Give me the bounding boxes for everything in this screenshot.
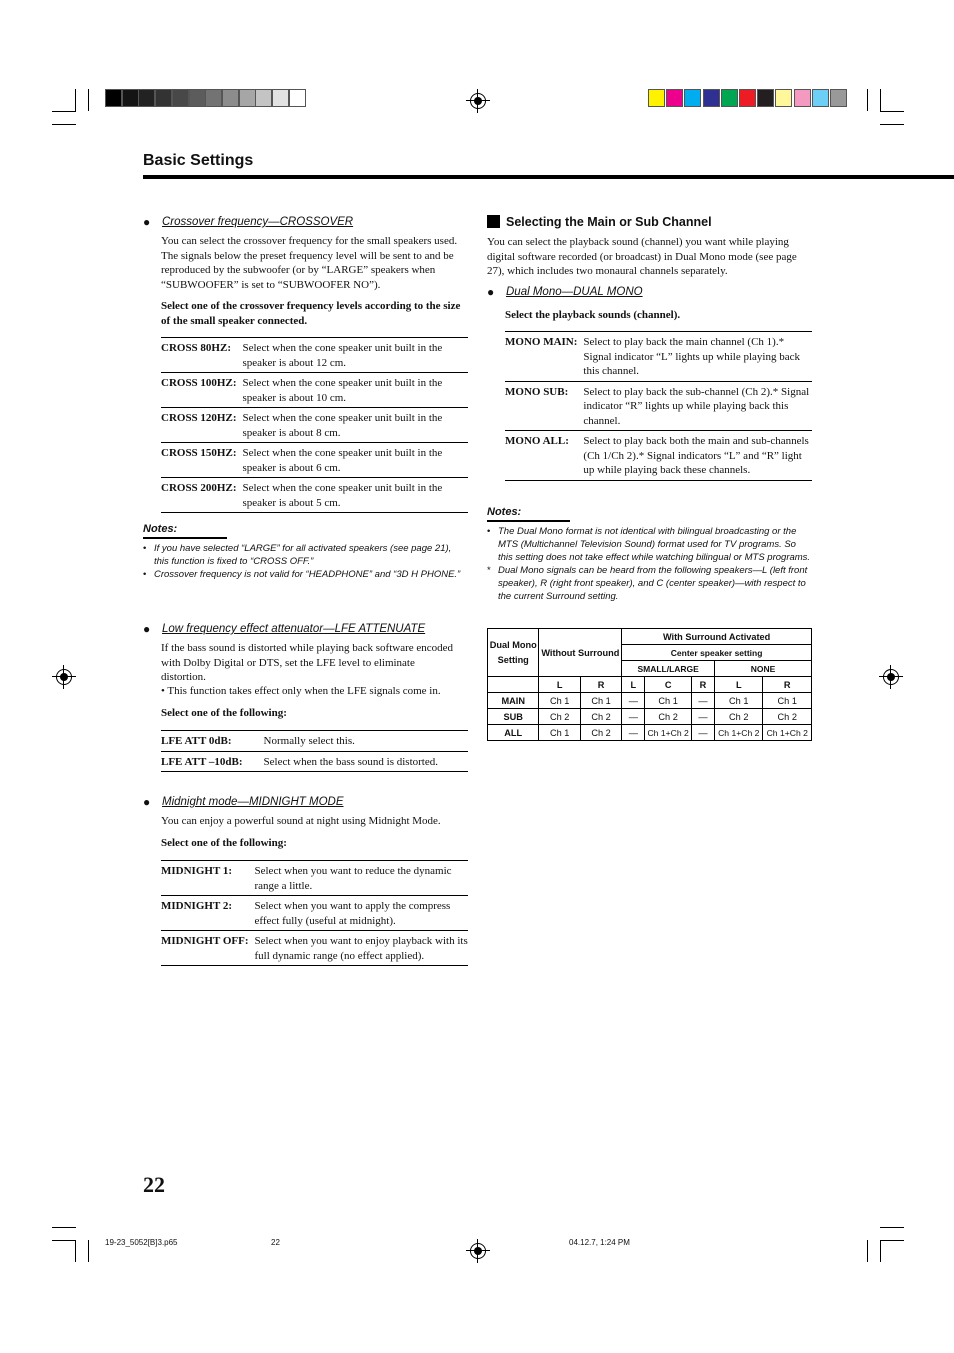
lfe-option-key: LFE ATT 0dB: bbox=[161, 735, 232, 747]
notes-right-rule bbox=[487, 520, 570, 522]
table-cell: — bbox=[691, 693, 714, 709]
notes-left-title: Notes: bbox=[143, 523, 178, 535]
mono-option-key: MONO SUB: bbox=[505, 385, 569, 398]
calibration-swatch bbox=[138, 89, 155, 107]
midnight-option-row bbox=[161, 861, 468, 896]
registration-mark-bottom bbox=[470, 1243, 486, 1259]
table-header-small-large: SMALL/LARGE bbox=[622, 661, 715, 677]
table-cell: Ch 2 bbox=[580, 725, 621, 741]
registration-mark-top bbox=[470, 93, 486, 109]
mono-option-row bbox=[505, 381, 812, 431]
table-cell: Ch 2 bbox=[539, 709, 580, 725]
crossover-option-desc: Select when the cone speaker unit built in the speaker is about 6 cm. bbox=[242, 447, 443, 474]
note-text: Dual Mono signals can be heard from the following speakers—L (left front speaker), R (right front speaker), and C (center speaker)—with respect to the current Surround setting. bbox=[498, 565, 808, 602]
table-row-label: ALL bbox=[488, 725, 539, 741]
table-header-none: NONE bbox=[715, 661, 812, 677]
crossover-instruction: Select one of the crossover frequency levels according to the size of the small speaker connected. bbox=[161, 300, 461, 327]
calibration-swatch bbox=[757, 89, 774, 107]
crossover-option-key: CROSS 200HZ: bbox=[161, 482, 237, 494]
section-title: Basic Settings bbox=[143, 152, 254, 169]
crossover-heading-label: Crossover frequency bbox=[162, 216, 269, 228]
table-col-header: R bbox=[763, 677, 812, 693]
notes-right-list bbox=[487, 525, 812, 603]
crossover-option-key: CROSS 120HZ: bbox=[161, 412, 237, 424]
table-col-header: L bbox=[539, 677, 580, 693]
crossover-option-row bbox=[161, 443, 468, 478]
table-col-header: L bbox=[622, 677, 645, 693]
calibration-swatch bbox=[172, 89, 189, 107]
crossover-option-key: CROSS 100HZ: bbox=[161, 377, 237, 389]
crossover-options bbox=[161, 337, 468, 513]
table-cell: Ch 2 bbox=[763, 709, 812, 725]
dual-mono-heading bbox=[487, 285, 643, 299]
lfe-option-row bbox=[161, 751, 468, 772]
calibration-swatch bbox=[289, 89, 306, 107]
crossover-intro: You can select the crossover frequency for the small speakers used. The signals below the preset frequency level will be sent to and be reproduced by the subwoofer (or by “LARGE” speakers when “SUBWOOFER” is set to “SUBWOOFER NO”). bbox=[161, 235, 458, 291]
calibration-swatch bbox=[794, 89, 811, 107]
table-cell: Ch 1 bbox=[580, 693, 621, 709]
calibration-swatch bbox=[122, 89, 139, 107]
midnight-heading-code: —MIDNIGHT MODE bbox=[237, 796, 344, 808]
dual-mono-instruction: Select the playback sounds (channel). bbox=[505, 309, 681, 321]
dual-mono-label: Dual Mono bbox=[506, 286, 562, 298]
calibration-swatch bbox=[205, 89, 222, 107]
table-header-center-speaker: Center speaker setting bbox=[622, 645, 812, 661]
table-cell: — bbox=[622, 693, 645, 709]
calibration-swatch bbox=[255, 89, 272, 107]
table-cell: Ch 1 bbox=[539, 725, 580, 741]
calibration-swatch bbox=[721, 89, 738, 107]
bullet-icon: ● bbox=[143, 215, 151, 229]
bullet-icon: ● bbox=[143, 795, 151, 809]
lfe-option-desc: Normally select this. bbox=[263, 735, 355, 747]
table-cell: — bbox=[622, 725, 645, 741]
bullet-icon: ● bbox=[487, 285, 495, 299]
table-row bbox=[488, 725, 812, 741]
table-row bbox=[488, 709, 812, 725]
calibration-swatch bbox=[812, 89, 829, 107]
lfe-options bbox=[161, 730, 468, 772]
calibration-swatch bbox=[666, 89, 683, 107]
note-text: The Dual Mono format is not identical with bilingual broadcasting or the MTS (Multichannel Television Sound) format used for TV programs. So this setting does not take effect while watching bilingual or MTS programs. bbox=[498, 526, 811, 563]
crossover-option-row bbox=[161, 373, 468, 408]
calibration-swatch bbox=[222, 89, 239, 107]
main-sub-heading-text: Selecting the Main or Sub Channel bbox=[506, 215, 712, 229]
footer-page: 22 bbox=[271, 1238, 280, 1247]
footer-file: 19-23_5052[B]3.p65 bbox=[105, 1238, 178, 1247]
note-right-2 bbox=[487, 564, 812, 603]
midnight-options bbox=[161, 860, 468, 966]
calibration-swatch bbox=[155, 89, 172, 107]
note-left-1: If you have selected “LARGE” for all activated speakers (see page 21), this function is fixed to “CROSS OFF.” bbox=[154, 543, 452, 567]
lfe-bullet: • This function takes effect only when the LFE signals come in. bbox=[161, 685, 441, 697]
crossover-option-key: CROSS 80HZ: bbox=[161, 342, 231, 354]
table-cell: Ch 2 bbox=[580, 709, 621, 725]
calibration-swatch bbox=[272, 89, 289, 107]
calibration-swatch bbox=[684, 89, 701, 107]
midnight-instruction: Select one of the following: bbox=[161, 837, 287, 849]
midnight-option-row bbox=[161, 896, 468, 931]
table-cell: Ch 1+Ch 2 bbox=[645, 725, 691, 741]
midnight-option-key: MIDNIGHT OFF: bbox=[161, 935, 249, 947]
table-row-label: SUB bbox=[488, 709, 539, 725]
table-cell: Ch 1 bbox=[645, 693, 691, 709]
table-header-with-surround: With Surround Activated bbox=[622, 629, 812, 645]
table-cell: Ch 1 bbox=[763, 693, 812, 709]
calibration-swatch bbox=[775, 89, 792, 107]
calibration-swatch bbox=[648, 89, 665, 107]
midnight-heading-label: Midnight mode bbox=[162, 796, 238, 808]
table-corner bbox=[488, 677, 539, 693]
midnight-option-key: MIDNIGHT 1: bbox=[161, 865, 232, 877]
table-cell: Ch 1+Ch 2 bbox=[715, 725, 763, 741]
calibration-swatch bbox=[239, 89, 256, 107]
table-header-dual-mono: Dual Mono Setting bbox=[488, 629, 539, 677]
crossover-option-desc: Select when the cone speaker unit built in the speaker is about 5 cm. bbox=[242, 482, 443, 509]
lfe-option-key: LFE ATT –10dB: bbox=[161, 755, 243, 768]
midnight-option-desc: Select when you want to apply the compress effect fully (useful at midnight). bbox=[254, 900, 451, 927]
midnight-option-desc: Select when you want to reduce the dynamic range a little. bbox=[254, 865, 452, 892]
note-right-1 bbox=[487, 525, 812, 564]
page-number: 22 bbox=[143, 1172, 165, 1197]
midnight-heading bbox=[143, 795, 344, 809]
crossover-option-key: CROSS 150HZ: bbox=[161, 447, 237, 459]
dual-mono-code: —DUAL MONO bbox=[561, 286, 643, 298]
calibration-swatch bbox=[105, 89, 122, 107]
main-sub-intro: You can select the playback sound (channel) you want while playing digital software recorded (or broadcast) in Dual Mono mode (see page 27), which includes two monaural channels separately. bbox=[487, 236, 797, 277]
dual-mono-options bbox=[505, 331, 812, 481]
main-sub-heading bbox=[487, 215, 712, 229]
bullet-icon: ● bbox=[143, 622, 151, 636]
mono-option-desc: Select to play back both the main and sub-channels (Ch 1/Ch 2).* Signal indicators “L” and “R” light up while playing back these channels. bbox=[583, 435, 809, 476]
mono-option-key: MONO MAIN: bbox=[505, 336, 578, 348]
mono-option-row bbox=[505, 431, 812, 481]
midnight-intro: You can enjoy a powerful sound at night using Midnight Mode. bbox=[161, 815, 441, 827]
table-cell: — bbox=[622, 709, 645, 725]
crossover-heading bbox=[143, 215, 354, 229]
table-cell: Ch 1 bbox=[715, 693, 763, 709]
lfe-option-row bbox=[161, 731, 468, 752]
section-square-icon bbox=[487, 215, 500, 228]
mono-option-desc: Select to play back the main channel (Ch 1).* Signal indicator “L” lights up while playing back this channel. bbox=[583, 336, 800, 377]
mono-option-row bbox=[505, 332, 812, 382]
crossover-option-row bbox=[161, 408, 468, 443]
crossover-option-desc: Select when the cone speaker unit built in the speaker is about 10 cm. bbox=[242, 377, 443, 404]
section-rule bbox=[143, 175, 954, 179]
footer-date: 04.12.7, 1:24 PM bbox=[569, 1238, 630, 1247]
table-cell: Ch 2 bbox=[715, 709, 763, 725]
lfe-heading bbox=[143, 622, 426, 636]
table-col-header: C bbox=[645, 677, 691, 693]
table-col-header: R bbox=[580, 677, 621, 693]
table-row-label: MAIN bbox=[488, 693, 539, 709]
table-cell: — bbox=[691, 725, 714, 741]
calibration-swatch bbox=[739, 89, 756, 107]
notes-left-rule bbox=[143, 537, 227, 539]
notes-left-list: • If you have selected “LARGE” for all activated speakers (see page 21), this function is fixed to “CROSS OFF.” • Crossover frequency is not valid for “HEADPHONE” and “3D H PHONE.” bbox=[143, 543, 461, 580]
crossover-option-row bbox=[161, 478, 468, 513]
calibration-swatch bbox=[703, 89, 720, 107]
crossover-option-desc: Select when the cone speaker unit built in the speaker is about 8 cm. bbox=[242, 412, 443, 439]
table-cell: Ch 2 bbox=[645, 709, 691, 725]
lfe-heading-label: Low frequency effect attenuator bbox=[162, 623, 324, 635]
note-left-2: Crossover frequency is not valid for “HEADPHONE” and “3D H PHONE.” bbox=[154, 569, 461, 580]
registration-mark-left bbox=[56, 669, 72, 685]
table-row bbox=[488, 693, 812, 709]
dual-mono-table bbox=[487, 628, 812, 741]
lfe-intro: If the bass sound is distorted while playing back software encoded with Dolby Digital or DTS, set the LFE level to eliminate distortion. bbox=[161, 642, 454, 683]
table-cell: — bbox=[691, 709, 714, 725]
crossover-option-row bbox=[161, 338, 468, 373]
midnight-option-desc: Select when you want to enjoy playback with its full dynamic range (no effect applied). bbox=[254, 935, 468, 962]
table-cell: Ch 1 bbox=[539, 693, 580, 709]
lfe-instruction: Select one of the following: bbox=[161, 707, 287, 719]
crossover-heading-code: —CROSSOVER bbox=[268, 216, 354, 228]
crossover-option-desc: Select when the cone speaker unit built in the speaker is about 12 cm. bbox=[242, 342, 443, 369]
note-marker: • bbox=[487, 526, 491, 537]
mono-option-key: MONO ALL: bbox=[505, 435, 569, 447]
calibration-swatch bbox=[830, 89, 847, 107]
table-col-header: R bbox=[691, 677, 714, 693]
table-cell: Ch 1+Ch 2 bbox=[763, 725, 812, 741]
registration-mark-right bbox=[883, 669, 899, 685]
note-marker: * bbox=[487, 565, 491, 576]
notes-right-title: Notes: bbox=[487, 506, 522, 518]
calibration-swatch bbox=[189, 89, 206, 107]
lfe-option-desc: Select when the bass sound is distorted. bbox=[263, 755, 438, 768]
table-header-without-surround: Without Surround bbox=[539, 629, 622, 677]
mono-option-desc: Select to play back the sub-channel (Ch 2).* Signal indicator “R” lights up while playing back this channel. bbox=[583, 385, 810, 427]
midnight-option-row bbox=[161, 931, 468, 966]
midnight-option-key: MIDNIGHT 2: bbox=[161, 900, 232, 912]
lfe-heading-code: —LFE ATTENUATE bbox=[323, 623, 426, 635]
table-col-header: L bbox=[715, 677, 763, 693]
